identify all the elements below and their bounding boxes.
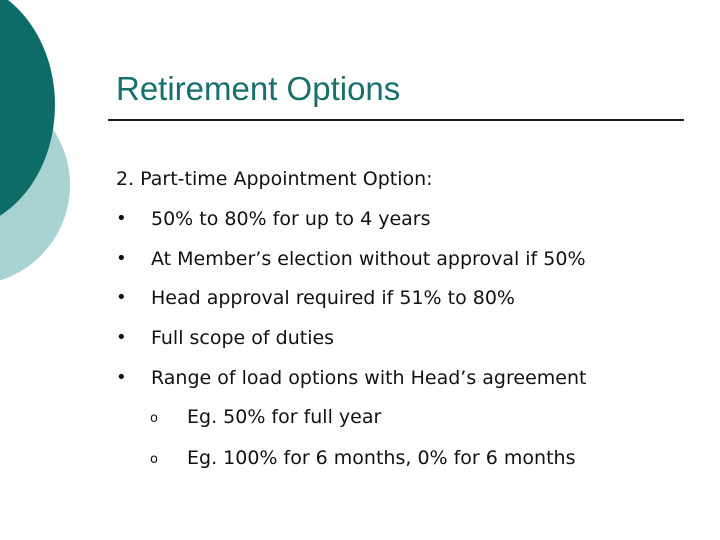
bullet-item: Head approval required if 51% to 80%: [151, 287, 515, 309]
bullet-marker: •: [116, 367, 127, 388]
sub-bullet-marker: o: [150, 411, 158, 426]
sub-bullet-item: Eg. 50% for full year: [187, 406, 382, 428]
bullet-item: Range of load options with Head’s agreement: [151, 367, 587, 389]
sub-bullet-item: Eg. 100% for 6 months, 0% for 6 months: [187, 447, 576, 469]
bullet-item: At Member’s election without approval if 50%: [151, 248, 586, 270]
section-heading: 2. Part-time Appointment Option:: [116, 168, 433, 190]
bullet-item: Full scope of duties: [151, 327, 335, 349]
bullet-item: 50% to 80% for up to 4 years: [151, 208, 431, 230]
bullet-marker: •: [116, 327, 127, 348]
bullet-marker: •: [116, 208, 127, 229]
bullet-marker: •: [116, 287, 127, 308]
bullet-marker: •: [116, 248, 127, 269]
slide-title: Retirement Options: [116, 70, 401, 107]
title-underline: [108, 119, 684, 121]
sub-bullet-marker: o: [150, 452, 158, 467]
decorative-circles: [0, 0, 80, 300]
